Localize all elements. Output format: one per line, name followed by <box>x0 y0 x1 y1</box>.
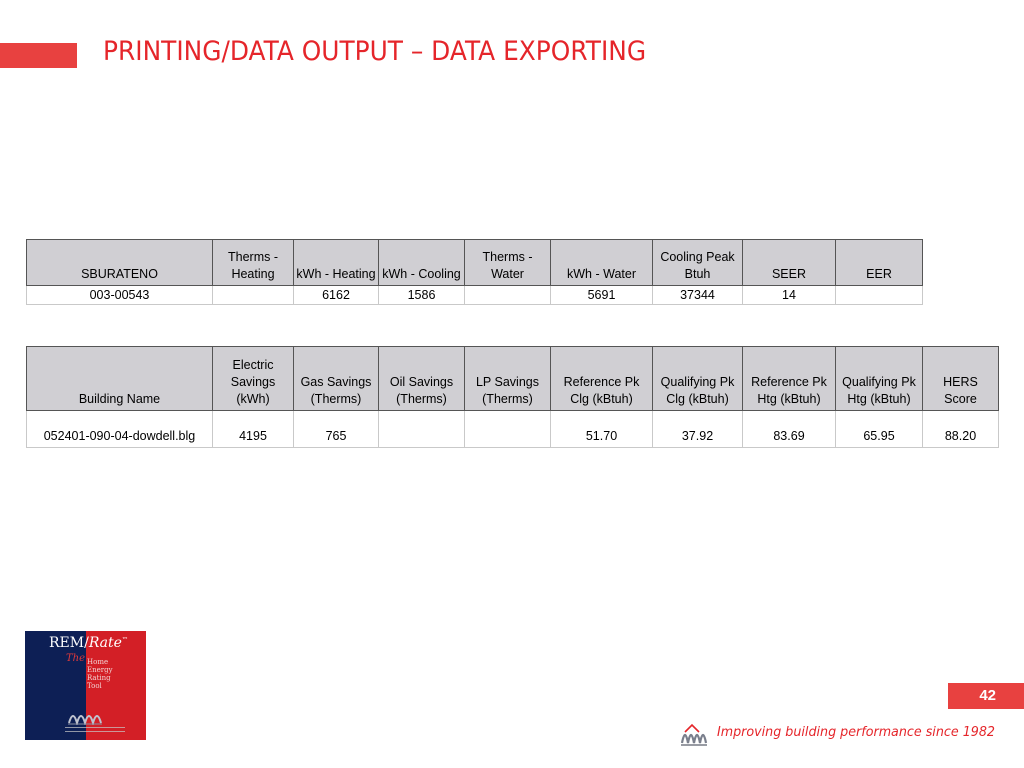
table-cell: 88.20 <box>923 411 999 448</box>
column-header: Qualifying Pk Clg (kBtuh) <box>653 347 743 411</box>
column-header: Qualifying Pk Htg (kBtuh) <box>836 347 923 411</box>
column-header: kWh - Cooling <box>379 240 465 286</box>
title-accent-bar <box>0 43 77 68</box>
table-cell: 51.70 <box>551 411 653 448</box>
column-header: Oil Savings (Therms) <box>379 347 465 411</box>
logo-fine-print <box>65 727 125 732</box>
coil-logo-icon <box>679 723 709 747</box>
table-cell: 765 <box>294 411 379 448</box>
footer-tagline: Improving building performance since 1982 <box>717 724 995 740</box>
column-header: kWh - Heating <box>294 240 379 286</box>
column-header: Therms - Heating <box>213 240 294 286</box>
column-header: Therms - Water <box>465 240 551 286</box>
table-row <box>27 286 923 305</box>
table-header-row <box>27 240 923 286</box>
column-header: LP Savings (Therms) <box>465 347 551 411</box>
logo-tagline: Home Energy Rating Tool <box>87 658 113 690</box>
table-cell: 6162 <box>294 286 379 305</box>
house-coil-icon <box>67 707 103 725</box>
column-header: EER <box>836 240 923 286</box>
table-header-row <box>27 347 999 411</box>
column-header: Building Name <box>27 347 213 411</box>
column-header: HERS Score <box>923 347 999 411</box>
table-cell <box>379 411 465 448</box>
table-cell: 003-00543 <box>27 286 213 305</box>
table-cell: 5691 <box>551 286 653 305</box>
column-header: Electric Savings (kWh) <box>213 347 294 411</box>
column-header: Cooling Peak Btuh <box>653 240 743 286</box>
column-header: SBURATENO <box>27 240 213 286</box>
column-header: Gas Savings (Therms) <box>294 347 379 411</box>
logo-wordmark: REM/Rate™ <box>49 635 128 651</box>
remrate-logo <box>25 631 146 740</box>
data-export-table-savings <box>26 346 999 448</box>
column-header: Reference Pk Htg (kBtuh) <box>743 347 836 411</box>
logo-the-text: The <box>66 653 86 664</box>
table-cell <box>213 286 294 305</box>
table-cell: 37344 <box>653 286 743 305</box>
page-number-badge: 42 <box>948 683 1024 709</box>
column-header: SEER <box>743 240 836 286</box>
slide-title: PRINTING/DATA OUTPUT – DATA EXPORTING <box>103 36 647 67</box>
table-cell <box>465 411 551 448</box>
table-cell: 83.69 <box>743 411 836 448</box>
table-cell: 052401-090-04-dowdell.blg <box>27 411 213 448</box>
table-cell: 65.95 <box>836 411 923 448</box>
table-cell: 4195 <box>213 411 294 448</box>
table-cell: 14 <box>743 286 836 305</box>
table-cell <box>836 286 923 305</box>
table-cell <box>465 286 551 305</box>
column-header: Reference Pk Clg (kBtuh) <box>551 347 653 411</box>
table-cell: 37.92 <box>653 411 743 448</box>
data-export-table-energy <box>26 239 923 305</box>
table-row <box>27 411 999 448</box>
column-header: kWh - Water <box>551 240 653 286</box>
table-cell: 1586 <box>379 286 465 305</box>
